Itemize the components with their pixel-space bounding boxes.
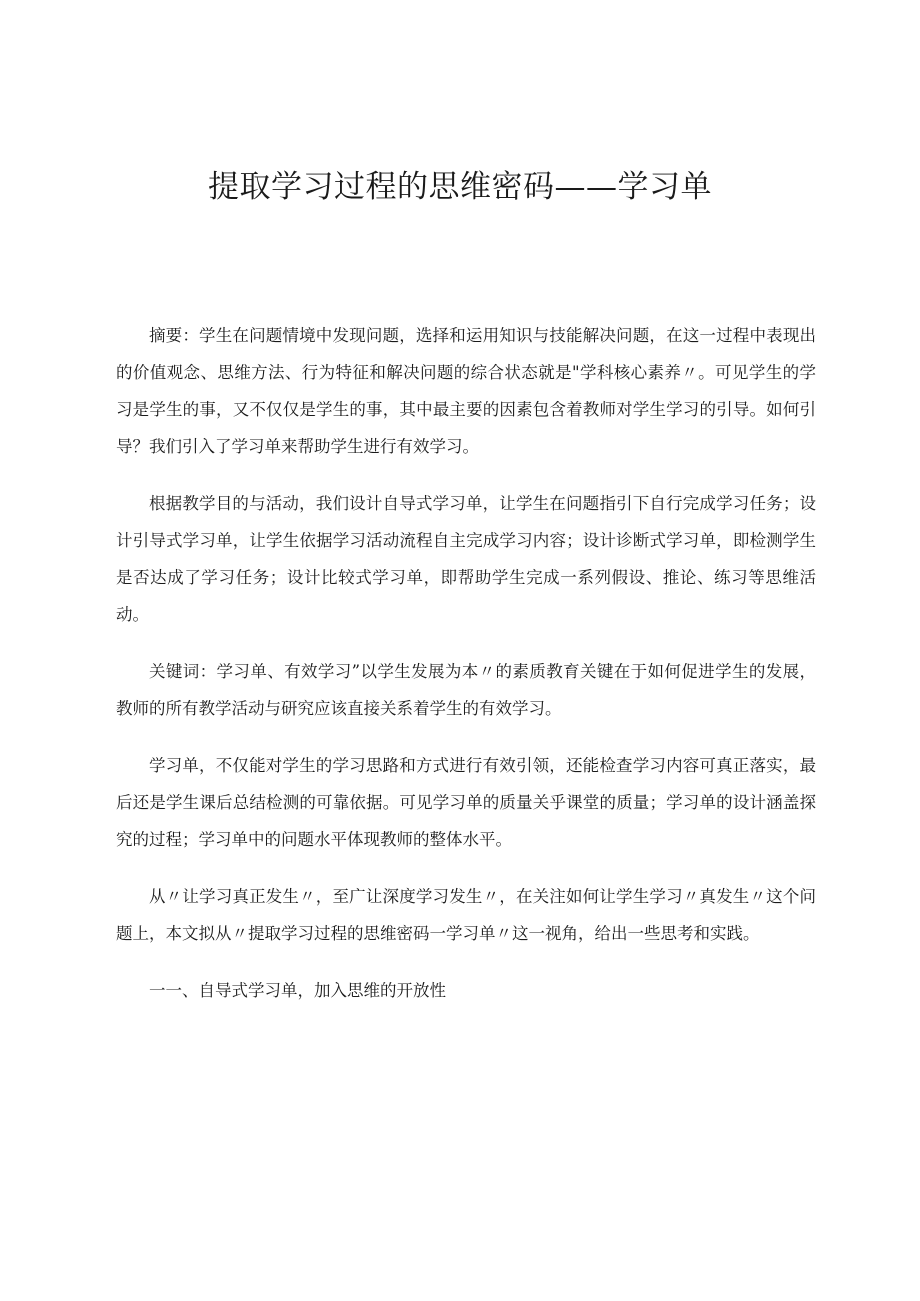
intro-paragraph: 从〃让学习真正发生〃，至广让深度学习发生〃，在关注如何让学生学习〃真发生〃这个问题上，本文拟从〃提取学习过程的思维密码一学习单〃这一视角，给出一些思考和实践。 (116, 887, 816, 943)
keywords-paragraph: 关键词：学习单、有效学习”以学生发展为本〃的素质教育关键在于如何促进学生的发展，教师的所有教学活动与研究应该直接关系着学生的有效学习。 (116, 662, 816, 718)
learning-sheet-paragraph: 学习单，不仅能对学生的学习思路和方式进行有效引领，还能检查学习内容可真正落实，最后还是学生课后总结检测的可靠依据。可见学习单的质量关乎课堂的质量；学习单的设计涵盖探究的过程；学习单中的问题水平体现教师的整体水平。 (116, 756, 816, 849)
design-paragraph: 根据教学目的与活动，我们设计自导式学习单，让学生在问题指引下自行完成学习任务；设计引导式学习单，让学生依据学习活动流程自主完成学习内容；设计诊断式学习单，即检测学生是否达成了学习任务；设计比较式学习单，即帮助学生完成一系列假设、推论、练习等思维活动。 (116, 494, 816, 624)
abstract-paragraph: 摘要：学生在问题情境中发现问题，选择和运用知识与技能解决问题，在这一过程中表现出的价值观念、思维方法、行为特征和解决问题的综合状态就是"学科核心素养〃。可见学生的学习是学生的事，又不仅仅是学生的事，其中最主要的因素包含着教师对学生学习的引导。如何引导？我们引入了学习单来帮助学生进行有效学习。 (116, 326, 816, 456)
document-body (116, 317, 816, 1029)
document-title: 提取学习过程的思维密码——学习单 (208, 169, 712, 205)
section-heading: 一一、自导式学习单，加入思维的开放性 (149, 981, 446, 1000)
